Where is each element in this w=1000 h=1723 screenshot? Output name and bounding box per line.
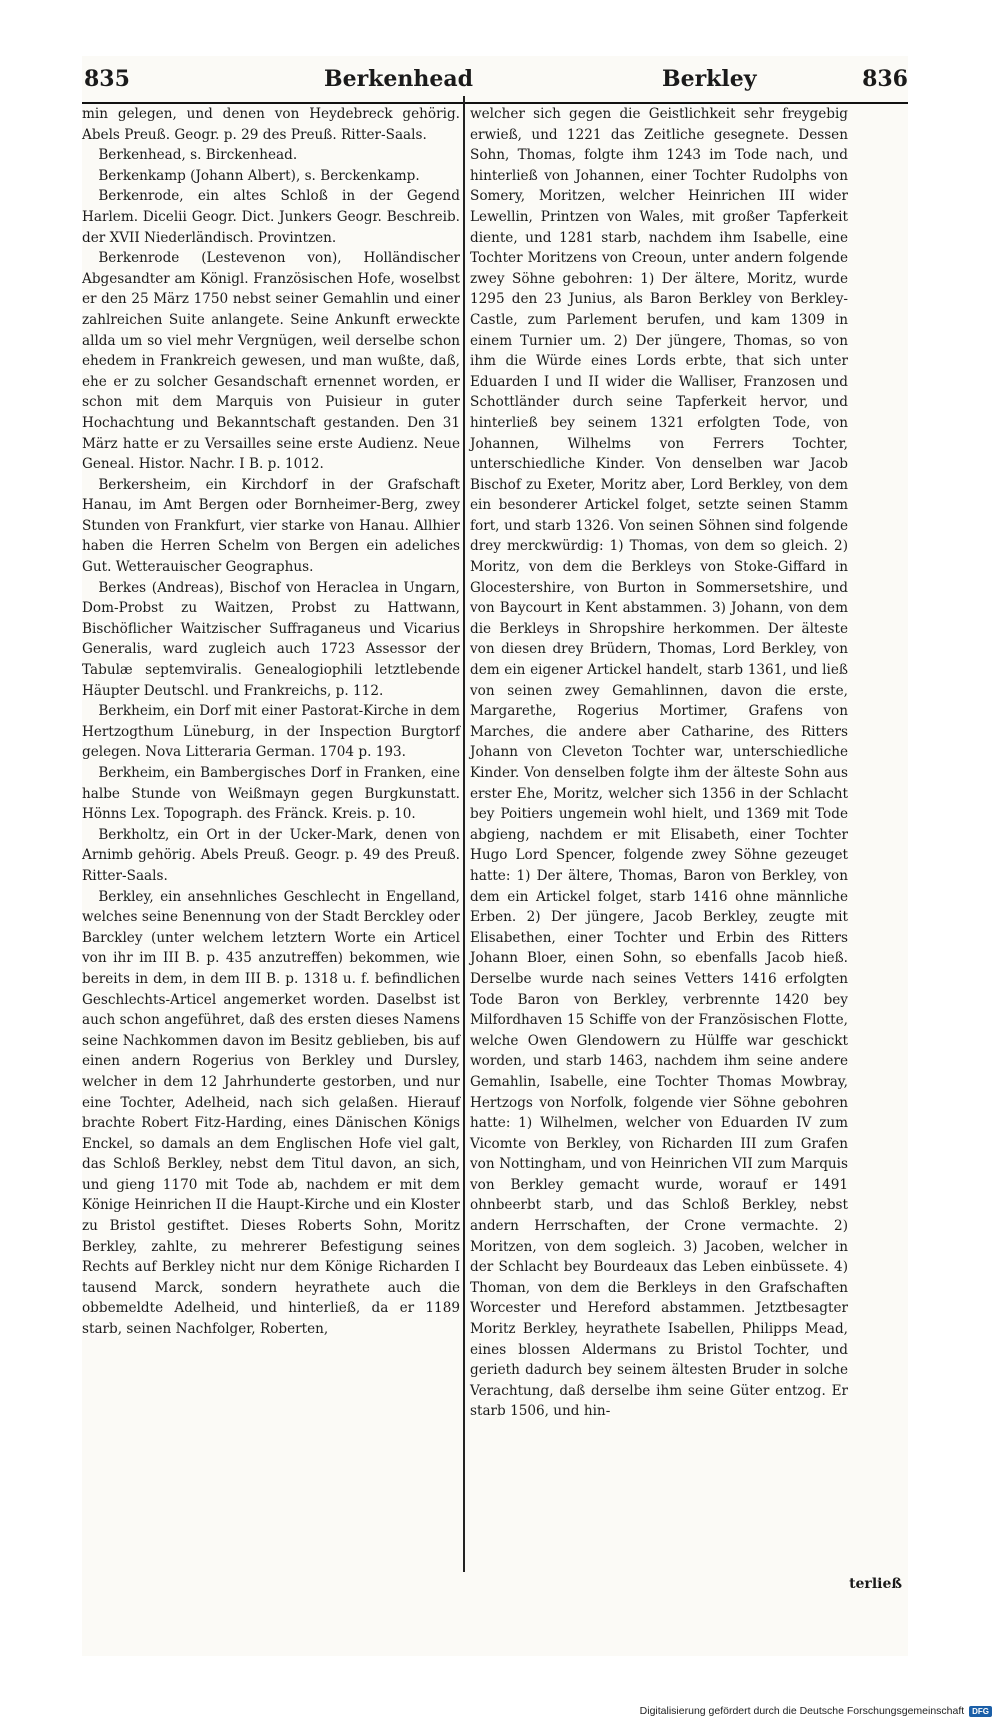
running-head-left: Berkenhead [324, 66, 474, 92]
entry-paragraph: Berkheim, ein Bambergisches Dorf in Franken, eine halbe Stunde von Weißmayn gegen Burgkunstatt. Hönns Lex. Topograph. des Fränck. Kreis. p. 10. [82, 765, 460, 823]
entry-paragraph: Berkholtz, ein Ort in der Ucker-Mark, denen von Arnimb gehörig. Abels Preuß. Geogr. p. 49 des Preuß. Ritter-Saals. [82, 826, 460, 884]
left-column [82, 104, 460, 1340]
page-number-left: 835 [84, 66, 130, 92]
entry-paragraph: Berkenkamp (Johann Albert), s. Berckenkamp. [98, 167, 420, 184]
running-head-right: Berkley [662, 66, 757, 92]
entry-paragraph: Berkenrode (Lestevenon von), Holländischer Abgesandter am Königl. Französischen Hofe, woselbst er den 25 März 1750 nebst seiner Gemahlin und einer zahlreichen Suite anlangete. Seine Ankunft erweckte allda um so viel mehr Vergnügen, weil derselbe schon ehedem in Frankreich gewesen, und man wußte, daß, ehe er zu solcher Gesandschaft ernennet worden, er schon mit dem Marquis von Puisieur in guter Hochachtung und Bekanntschaft gestanden. Den 31 März hatte er zu Versailles seine erste Audienz. Neue Geneal. Histor. Nachr. I B. p. 1012. [82, 250, 460, 473]
page-number-right: 836 [862, 66, 908, 92]
entry-paragraph: Berkenhead, s. Birckenhead. [98, 147, 298, 164]
book-page [82, 56, 908, 1656]
entry-paragraph: min gelegen, und denen von Heydebreck gehörig. Abels Preuß. Geogr. p. 29 des Preuß. Ritter-Saals. [82, 106, 460, 143]
entry-paragraph: Berkley, ein ansehnliches Geschlecht in Engelland, welches seine Benennung von der Stadt Berckley oder Barckley (unter welchem letztern Worte ein Articel von ihr im III B. p. 435 anzutreffen) bekommen, wie bereits in dem, in dem III B. p. 1318 u. f. befindlichen Geschlechts-Articel angemerket worden. Daselbst ist auch schon angeführet, daß des ersten dieses Namens seine Nachkommen davon im Besitz geblieben, bis auf einen andern Rogerius von Berkley und Dursley, welcher in dem 12 Jahrhunderte gestorben, und nur eine Tochter, Adelheid, nach sich gelaßen. Hierauf brachte Robert Fitz-Harding, eines Dänischen Königs Enckel, so damals an dem Englischen Hofe viel galt, das Schloß Berkley, nebst dem Titul davon, an sich, und gieng 1170 mit Tode ab, nachdem er mit dem Könige Heinrichen II die Haupt-Kirche und ein Kloster zu Bristol gestiftet. Dieses Roberts Sohn, Moritz Berkley, zahlte, zu mehrerer Befestigung seines Rechts auf Berkley nicht nur dem Könige Richarden I tausend Marck, sondern heyrathete auch die obbemeldte Adelheid, und hinterließ, da er 1189 starb, seinen Nachfolger, Roberten, [82, 888, 460, 1338]
running-header [82, 62, 908, 98]
entry-paragraph: Berkes (Andreas), Bischof von Heraclea in Ungarn, Dom-Probst zu Waitzen, Probst zu Hattwann, Bischöflicher Waitzischer Suffraganeus und Vicarius Generalis, ward zugleich auch 1723 Assessor der Tabulæ septemviralis. Genealogiophili letztlebende Häupter Deutschl. und Frankreichs, p. 112. [82, 579, 460, 699]
column-divider [463, 96, 465, 1572]
entry-paragraph: Berkersheim, ein Kirchdorf in der Grafschaft Hanau, im Amt Bergen oder Bornheimer-Berg, zwey Stunden von Frankfurt, vier starke von Hanau. Allhier haben die Herren Schelm von Bergen ein adeliches Gut. Wetterauischer Geographus. [82, 476, 460, 576]
entry-paragraph: Berkenrode, ein altes Schloß in der Gegend Harlem. Dicelii Geogr. Dict. Junkers Geogr. Beschreib. der XVII Niederländisch. Provintzen. [82, 188, 460, 246]
footer-text: Digitalisierung gefördert durch die Deutsche Forschungsgemeinschaft [639, 1705, 965, 1717]
catchword: terließ [849, 1576, 902, 1592]
entry-paragraph: welcher sich gegen die Geistlichkeit sehr freygebig erwieß, und 1221 das Zeitliche gesegnete. Dessen Sohn, Thomas, folgte ihm 1243 im Tode nach, und hinterließ von Johannen, einer Tochter Rudolphs von Somery, Moritzen, welcher Heinrichen III wider Lewellin, Printzen von Wales, mit großer Tapferkeit diente, und 1281 starb, nachdem ihm Isabelle, eine Tochter Moritzens von Creoun, unter andern folgende zwey Söhne gebohren: 1) Der ältere, Moritz, wurde 1295 den 23 Junius, als Baron Berkley von Berkley-Castle, zum Parlement berufen, und kam 1309 in einem Turnier um. 2) Der jüngere, Thomas, so von ihm die Würde eines Lords erbte, that sich unter Eduarden I und II wider die Walliser, Franzosen und Schottländer durch seine Tapferkeit hervor, und hinterließ bey seinem 1321 erfolgten Tode, von Johannen, Wilhelms von Ferrers Tochter, unterschiedliche Kinder. Von denselben war Jacob Bischof zu Exeter, Moritz aber, Lord Berkley, von dem ein besonderer Artickel folget, setzte seinen Stamm fort, und starb 1326. Von seinen Söhnen sind folgende drey merckwürdig: 1) Thomas, von dem so gleich. 2) Moritz, von dem die Berkleys von Stoke-Giffard in Glocestershire, von Burton in Sommersetshire, und von Baycourt in Kent abstammen. 3) Johann, von dem die Berkleys in Shropshire herkommen. Der älteste von diesen drey Brüdern, Thomas, Lord Berkley, von dem ein eigener Artickel handelt, starb 1361, und ließ von seinen zwey Gemahlinnen, davon die erste, Margarethe, Rogerius Mortimer, Grafens von Marches, die andere aber Catharine, des Ritters Johann von Cleveton Tochter war, unterschiedliche Kinder. Von denselben folgte ihm der älteste Sohn aus erster Ehe, Moritz, welcher sich 1356 in der Schlacht bey Poitiers ungemein wohl hielt, und 1369 mit Tode abgieng, nachdem er mit Elisabeth, einer Tochter Hugo Lord Spencer, folgende zwey Söhne gezeuget hatte: 1) Der ältere, Thomas, Baron von Berkley, von dem ein Artickel folget, starb 1416 ohne männliche Erben. 2) Der jüngere, Jacob Berkley, zeugte mit Elisabethen, einer Tochter und Erbin des Ritters Johann Bloer, einen Sohn, so ebenfalls Jacob hieß. Derselbe wurde nach seines Vetters 1416 erfolgten Tode Baron von Berkley, verbrennte 1420 bey Milfordhaven 15 Schiffe von der Französischen Flotte, welche Owen Glendowern zu Hülffe war geschickt worden, und starb 1463, nachdem ihm seine andere Gemahlin, Isabelle, eine Tochter Thomas Mowbray, Hertzogs von Norfolk, folgende vier Söhne gebohren hatte: 1) Wilhelmen, welcher von Eduarden IV zum Vicomte von Berkley, von Richarden III zum Grafen von Nottingham, und von Heinrichen VII zum Marquis von Berkley gemacht wurde, worauf er 1491 ohnbeerbt starb, und das Schloß Berkley, nebst andern Herrschaften, der Crone vermachte. 2) Moritzen, von dem sogleich. 3) Jacoben, welcher in der Schlacht bey Bourdeaux das Leben einbüssete. 4) Thoman, von dem die Berkleys in den Grafschaften Worcester und Hereford abstammen. Jetztbesagter Moritz Berkley, heyrathete Isabellen, Philipps Mead, eines blossen Aldermans zu Bristol Tochter, und gerieth dadurch bey seinem ältesten Bruder in solche Verachtung, daß derselbe ihm seine Güter entzog. Er starb 1506, und hin- [470, 106, 848, 1420]
entry-paragraph: Berkheim, ein Dorf mit einer Pastorat-Kirche in dem Hertzogthum Lüneburg, in der Inspection Burgtorf gelegen. Nova Litteraria German. 1704 p. 193. [82, 703, 460, 761]
dfg-logo: DFG [969, 1706, 992, 1717]
digitization-footer [640, 1705, 992, 1717]
right-column [470, 104, 848, 1422]
